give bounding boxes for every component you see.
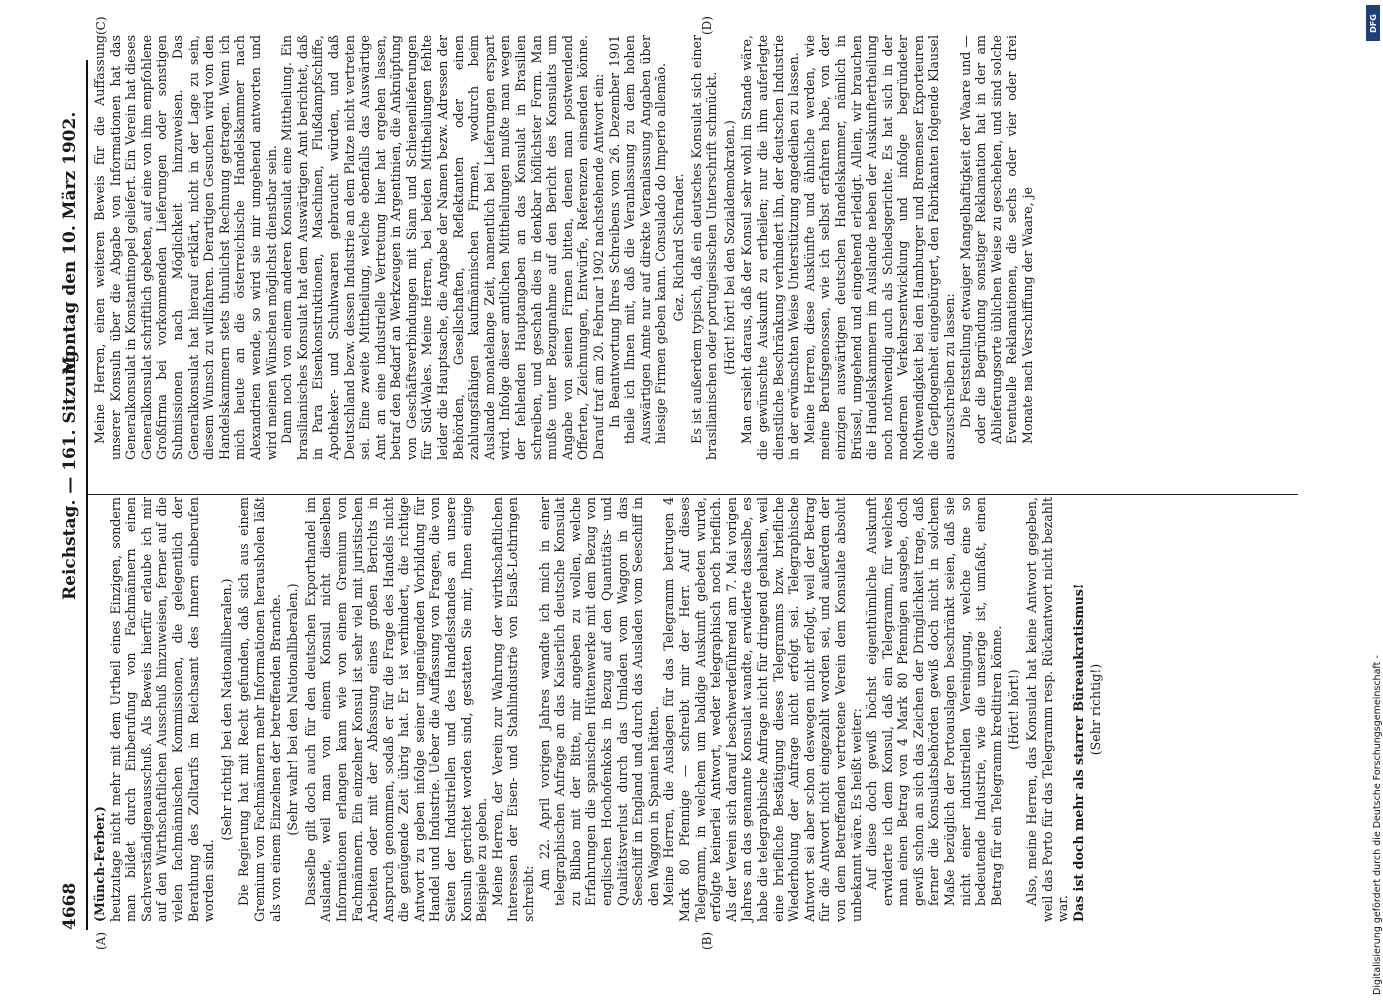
header-rule [86,60,88,930]
paragraph: Meine Herren, der Verein zur Wahrung der wirthschaftlichen Interessen der Eisen- und Stahlindustrie von Elsaß-Lothringen schreibt: [489,497,537,922]
dfg-logo-text: DFG [1368,13,1378,33]
page-number: 4668 [60,882,80,930]
interjection: (Hört! hört!) [1006,669,1022,750]
paragraph: Die Regierung hat mit Recht gefunden, daß sich aus einem Gremium von Fachmännern mehr Informationen herausholen läßt als von einem Einzelnen der betreffenden Branche. [236,497,283,922]
column-divider [88,494,1298,495]
quoted-text: Am 22. April vorigen Jahres wandte ich mich in einer telegraphischen Anfrage an das Kaiserlich deutsche Konsulat zu Bilbao mit der Bitte, mir angeben zu wollen, welche Erfahrungen die spanischen Hüttenwerke mit dem Bezug von englischen Hochofenkoks in Bezug auf den Quantitäts- und Qualitätsverlust durch das Umladen vom Waggon in das Seeschiff in England und durch das Ausladen vom Seeschiff in den Waggon in Spanien hätten. [536,497,661,906]
interjection: (Sehr richtig!) [1088,663,1104,756]
left-column [92,497,1106,922]
paragraph: Es ist außerdem typisch, daß ein deutsches Konsulat sich einer brasilianischen oder portugiesischen Unterschrift schmückt. [688,35,720,460]
paragraph: Man ersieht daraus, daß der Konsul sehr wohl im Stande wäre, die gewünschte Auskunft zu ertheilen; nur die ihm auferlegte dienstliche Beschränkung verhindert ihn, der deutschen Industrie in der erwünschten Weise Unterstützung angedeihen zu lassen. [739,35,802,460]
right-column [92,35,1036,460]
quoted-text: Die Feststellung etwaiger Mangelhaftigkeit der Waare und — oder die Begründung sonstiger Reklamation hat in der am Ablieferungsorte üblichen Weise zu geschehen, und sind solche Eventuelle Reklamationen, die sechs oder vier oder drei Monate nach Verschiffung der Waare, je [957,35,1036,444]
quoted-text: In Beantwortung Ihres Schreibens vom 26. Dezember 1901 theile ich Ihnen mit, daß die Veranlassung zu dem hohen Auswärtigen Amte nur auf direkte Veranlassung Angaben über hiesige Firmen geben kann. Consulado do Imperio allemão. [606,35,669,444]
margin-mark-b: (B) [700,931,714,950]
paragraph: Meine Herren, einen weiteren Beweis für die Auffassung unserer Konsuln über die Abgabe von Informationen hat das Generalkonsulat in Konstantinopel geliefert. Ein Verein hat dieses Generalkonsulat schriftlich gebeten, auf eine von ihm empfohlene Großfirma bei vorkommenden Lieferungen oder sonstigen Submissionen nach Möglichkeit hinzuweisen. Das Generalkonsulat hat hierauf erklärt, nicht in der Lage zu sein, diesem Wunsch zu willfahren. Derartigen Gesuchen wird von den Handelskammern stets thunlichst Rechnung getragen. Wenn ich mich heute an die österreichische Handelskammer nach Alexandrien wende, so wird sie mir umgehend antworten und wird meinen Wünschen möglichst dienstbar sein. [92,35,279,460]
margin-mark-c: (C) [94,16,108,35]
paragraph: Meine Herren, die Auslagen für das Telegramm betrugen 4 Mark 80 Pfennige — schreibt mir der Herr. Auf dieses Telegramm, in welchem um baldige Auskunft gebeten wurde, erfolgte keinerlei Antwort, weder telegraphisch noch brieflich. Als der Verein sich darauf beschwerdeführend am 7. Mai vorigen Jahres an das genannte Konsulat wandte, erwiderte dasselbe, es habe die telegraphische Anfrage nicht für dringend gehalten, weil eine briefliche Bestätigung dieses Telegramms bzw. briefliche Wiederholung der Anfrage nicht erfolgt sei. Telegraphische Antwort sei aber schon deswegen nicht erfolgt, weil der Betrag für die Antwort nicht eingezahlt worden sei, und außerdem der von dem Betreffenden vertretene Verein dem Konsulate absolut unbekannt wäre. Es heißt weiter: [661,497,864,922]
page-header [60,70,84,930]
paragraph: heutzutage nicht mehr mit dem Urtheil eines Einzigen, sondern man bildet durch Einberufung von Fachmännern einen Sachverständigenausschuß. Als Beweis hierfür erlaube ich mir auf den Wirthschaftlichen Ausschuß hinzuweisen, ferner auf die vielen fachmännischen Kommissionen, die gelegentlich der Berathung des Zolltarifs im Reichsamt des Innern einberufen worden sind. [107,497,217,922]
digitization-credit: Digitalisierung gefördert durch die Deutsche Forschungsgemeinschaft - [1372,655,1383,995]
dfg-logo [1366,5,1380,41]
emphasis-line: Das ist doch mehr als starrer Büreaukratismus! [1070,583,1086,922]
interjection: (Hört! hört! bei den Sozialdemokraten.) [721,120,737,375]
interjection: Gez. Richard Schrader. [670,173,686,322]
speaker-name: (Münch-Ferber.) [92,806,107,922]
interjection: (Sehr wahr! bei den Nationalliberalen.) [285,583,301,836]
margin-mark-d: (D) [700,16,714,35]
session-date: Montag den 10. März 1902. [60,111,80,375]
margin-mark-a: (A) [94,931,108,950]
paragraph: Dasselbe gilt doch auch für den deutschen Exporthandel im Auslande, weil man von einem Konsul nicht dieselben Informationen erlangen kann wie von einem Gremium von Fachmännern. Ein einzelner Konsul ist sehr viel mit juristischen Arbeiten oder mit der Abfassung eines großen Berichts in Anspruch genommen, sodaß er für die Frage des Handels nicht die genügende Zeit übrig hat. Er ist verhindert, die richtige Antwort zu geben infolge seiner ungenügenden Vorbildung für Handel und Industrie. Ueber die Auffassung von Fragen, die von Seiten der Industriellen und des Handelsstandes an unsere Konsuln gerichtet worden sind, gestatten Sie mir, Ihnen einige Beispiele zu geben. [302,497,490,922]
interjection: (Sehr richtig! bei den Nationalliberalen.) [218,578,234,841]
paragraph: Meine Herren, diese Auskünfte und ähnliche werden, wie meine Berufsgenossen, wie ich selbst erfahren habe, von der einzigen auswärtigen deutschen Handelskammer, nämlich in Brüssel, umgehend und eingehend erledigt. Allein, wir brauchen die Handelskammern im Auslande neben der Auskunftertheilung noch nothwendig auch als Schiedsgerichte. Es hat sich in der modernen Verkehrsentwicklung und infolge begründeter Nothwendigkeit bei den Hamburger und Bremenser Exporteuren die Gepflogenheit eingebürgert, den Fabrikanten folgende Klausel auszuschreiben zu lassen: [801,35,958,460]
session-title: Reichstag. — 161. Sitzung. [60,344,80,600]
paragraph: Also, meine Herren, das Konsulat hat keine Antwort gegeben, weil das Porto für das Telegramm resp. Rückantwort nicht bezahlt war. [1024,497,1071,922]
quoted-text: Auf diese doch gewiß höchst eigenthümliche Auskunft erwiderte ich dem Konsul, daß ein Telegramm, für welches man einen Betrag von 4 Mark 80 Pfennigen ausgebe, doch gewiß schon an sich das Zeichen der Dringlichkeit trage, daß ferner die Konsulatsbehörden gewiß doch nicht in solchem Maße bezüglich der Portoauslagen beschränkt seien, daß sie nicht einer industriellen Vereinigung, welche eine so bedeutende Industrie, wie die unserige ist, umfaßt, einen Betrag für ein Telegramm kreditiren könne. [864,497,1004,906]
paragraph: Dann noch von einem anderen Konsulat eine Mittheilung. Ein brasilianisches Konsulat hat dem Auswärtigen Amt berichtet, daß in Para Eisenkonstruktionen, Maschinen, Flußdampfschiffe, Apotheker- und Schuhwaaren gebraucht würden, und daß Deutschland bezw. dessen Industrie an dem Platze nicht vertreten sei. Eine zweite Mittheilung, welche ebenfalls das Auswärtige Amt an eine industrielle Vertretung hier hat ergehen lassen, betraf den Bedarf an Werkzeugen in Argentinien, die Anknüpfung von Geschäftsverbindungen mit Siam und Schienenlieferungen für Süd-Wales. Meine Herren, bei beiden Mittheilungen fehlte leider die Hauptsache, die Angabe der Namen bezw. Adressen der Behörden, Gesellschaften, Reflektanten oder einen zahlungsfähigen kaufmännischen Firmen, wodurch beim Auslande monatelange Zeit, namentlich bei Lieferungen erspart wird. Infolge dieser amtlichen Mittheilungen mußte man wegen der fehlenden Hauptangaben an das Konsulat in Brasilien schreiben, und geschah dies in denkbar höflichster Form. Man mußte unter Bezugnahme auf den Bericht des Konsulats um Angabe von seinen Firmen bitten, denen man postwendend Offerten, Zeichnungen, Entwürfe, Referenzen einsenden könne. Darauf traf am 20. Februar 1902 nachstehende Antwort ein: [279,35,606,460]
